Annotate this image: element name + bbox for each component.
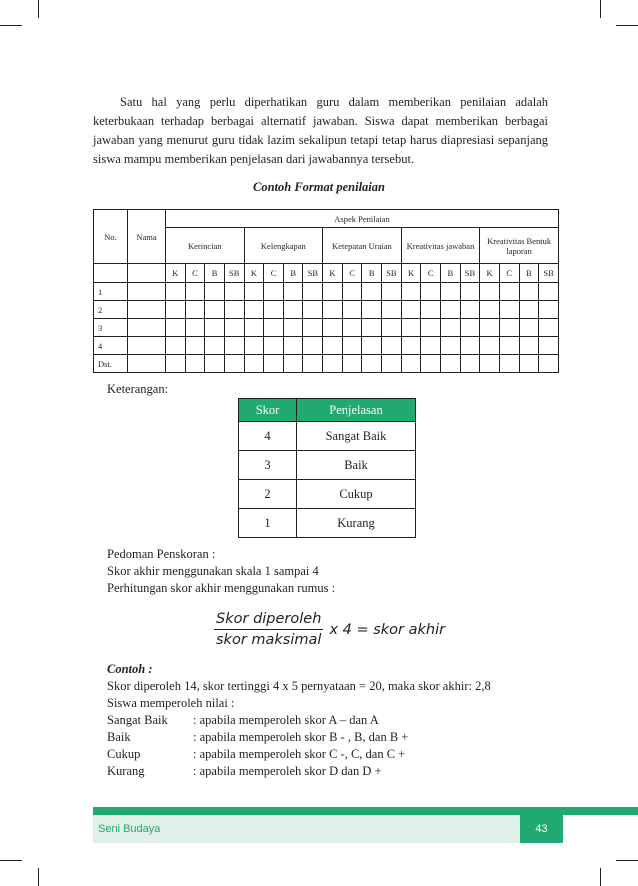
subhead-cell: B (205, 264, 225, 283)
pedoman-block (107, 546, 335, 597)
subhead-cell: SB (224, 264, 244, 283)
empty-cell (244, 319, 264, 337)
empty-cell (283, 319, 303, 337)
empty-cell (519, 319, 539, 337)
empty-cell (166, 355, 186, 373)
subhead-cell: SB (303, 264, 323, 283)
contoh-block (107, 661, 491, 780)
subhead-cell: K (401, 264, 421, 283)
empty-cell (264, 283, 284, 301)
subhead-cell: B (519, 264, 539, 283)
empty-cell (460, 283, 480, 301)
group-kreativitas-laporan: Kreativitas Bentuk laporan (480, 228, 559, 264)
subhead-cell: SB (382, 264, 402, 283)
empty-cell (128, 301, 166, 319)
empty-cell (480, 319, 500, 337)
row-number: 2 (94, 301, 128, 319)
empty-cell (421, 337, 441, 355)
empty-cell (401, 319, 421, 337)
empty-cell (440, 337, 460, 355)
empty-cell (166, 283, 186, 301)
empty-cell (166, 337, 186, 355)
empty-cell (205, 283, 225, 301)
subhead-cell: B (362, 264, 382, 283)
empty-cell (539, 283, 559, 301)
empty-cell (499, 337, 519, 355)
empty-cell (440, 319, 460, 337)
empty-cell (401, 301, 421, 319)
footer-band (93, 815, 563, 843)
subhead-cell: C (421, 264, 441, 283)
empty-cell (342, 337, 362, 355)
empty-cell (382, 283, 402, 301)
subhead-blank (128, 264, 166, 283)
empty-cell (303, 355, 323, 373)
nilai-label: Kurang (107, 764, 145, 778)
crop-mark (0, 860, 22, 861)
subhead-cell: C (264, 264, 284, 283)
subhead-cell: SB (460, 264, 480, 283)
empty-cell (440, 301, 460, 319)
group-kerincian: Kerincian (166, 228, 245, 264)
row-number: Dst. (94, 355, 128, 373)
score-explanation: Baik (297, 451, 416, 480)
empty-cell (128, 355, 166, 373)
footer-accent-line (93, 807, 638, 815)
score-formula (214, 611, 445, 648)
crop-mark (600, 868, 601, 886)
contoh-line: Siswa memperoleh nilai : (107, 696, 235, 710)
intro-paragraph: Satu hal yang perlu diperhatikan guru dalam memberikan penilaian adalah keterbukaan terhadap berbagai alternatif jawaban. Siswa dapat memberikan berbagai jawaban yang menurut guru tidak lazim sekalipun tetapi tetap harus diapresiasi sepanjang siswa mampu memberikan penjelasan dari jawabannya tersebut. (93, 95, 548, 166)
empty-cell (519, 337, 539, 355)
table-row (94, 301, 559, 319)
empty-cell (224, 301, 244, 319)
score-value: 2 (239, 480, 297, 509)
header-aspek: Aspek Penilaian (166, 210, 559, 228)
empty-cell (519, 283, 539, 301)
empty-cell (342, 355, 362, 373)
score-table (238, 398, 416, 538)
score-value: 1 (239, 509, 297, 538)
empty-cell (480, 337, 500, 355)
empty-cell (323, 355, 343, 373)
empty-cell (205, 355, 225, 373)
table-row (94, 337, 559, 355)
empty-cell (264, 301, 284, 319)
subhead-cell: B (440, 264, 460, 283)
empty-cell (382, 319, 402, 337)
score-row (239, 509, 416, 538)
nilai-desc: : apabila memperoleh skor C -, C, dan C + (193, 747, 406, 761)
empty-cell (303, 337, 323, 355)
empty-cell (283, 301, 303, 319)
empty-cell (460, 355, 480, 373)
pedoman-line: Pedoman Penskoran : (107, 547, 216, 561)
empty-cell (382, 337, 402, 355)
empty-cell (128, 337, 166, 355)
empty-cell (519, 355, 539, 373)
score-explanation: Kurang (297, 509, 416, 538)
empty-cell (401, 355, 421, 373)
empty-cell (224, 319, 244, 337)
assessment-format-table (93, 209, 559, 373)
empty-cell (224, 283, 244, 301)
empty-cell (499, 283, 519, 301)
empty-cell (342, 319, 362, 337)
row-number: 4 (94, 337, 128, 355)
empty-cell (401, 337, 421, 355)
empty-cell (499, 355, 519, 373)
empty-cell (421, 301, 441, 319)
empty-cell (244, 355, 264, 373)
crop-mark (38, 0, 39, 18)
empty-cell (440, 355, 460, 373)
header-nama: Nama (128, 210, 166, 264)
subhead-cell: C (499, 264, 519, 283)
empty-cell (283, 337, 303, 355)
subhead-cell: C (342, 264, 362, 283)
empty-cell (264, 355, 284, 373)
formula-numerator: Skor diperoleh (214, 611, 323, 630)
empty-cell (166, 319, 186, 337)
empty-cell (342, 283, 362, 301)
empty-cell (323, 319, 343, 337)
empty-cell (342, 301, 362, 319)
empty-cell (224, 337, 244, 355)
crop-mark (38, 868, 39, 886)
empty-cell (185, 355, 205, 373)
contoh-title: Contoh : (107, 662, 153, 676)
subhead-cell: K (323, 264, 343, 283)
empty-cell (362, 355, 382, 373)
pedoman-line: Perhitungan skor akhir menggunakan rumus : (107, 581, 336, 595)
page-number: 43 (520, 815, 563, 843)
score-explanation: Cukup (297, 480, 416, 509)
contoh-line: Skor diperoleh 14, skor tertinggi 4 x 5 pernyataan = 20, maka skor akhir: 2,8 (107, 679, 491, 693)
empty-cell (244, 301, 264, 319)
row-number: 1 (94, 283, 128, 301)
formula-denominator: skor maksimal (216, 632, 322, 648)
score-row (239, 480, 416, 509)
table-row (94, 355, 559, 373)
nilai-row (107, 712, 491, 729)
empty-cell (283, 283, 303, 301)
empty-cell (205, 319, 225, 337)
subhead-cell: SB (539, 264, 559, 283)
empty-cell (224, 355, 244, 373)
empty-cell (362, 337, 382, 355)
header-no: No. (94, 210, 128, 264)
empty-cell (460, 337, 480, 355)
empty-cell (205, 337, 225, 355)
empty-cell (421, 283, 441, 301)
footer-book-title: Seni Budaya (98, 823, 161, 835)
explanation-header: Penjelasan (297, 399, 416, 422)
score-header: Skor (239, 399, 297, 422)
empty-cell (401, 283, 421, 301)
empty-cell (460, 301, 480, 319)
empty-cell (539, 319, 559, 337)
empty-cell (382, 355, 402, 373)
empty-cell (480, 283, 500, 301)
nilai-desc: : apabila memperoleh skor B - , B, dan B + (193, 730, 409, 744)
empty-cell (539, 355, 559, 373)
formula-rest: x 4 = skor akhir (329, 621, 446, 638)
empty-cell (166, 301, 186, 319)
score-value: 4 (239, 422, 297, 451)
nilai-row (107, 763, 491, 780)
empty-cell (128, 283, 166, 301)
empty-cell (460, 319, 480, 337)
empty-cell (362, 283, 382, 301)
crop-mark (616, 860, 638, 861)
empty-cell (264, 337, 284, 355)
nilai-row (107, 729, 491, 746)
empty-cell (303, 283, 323, 301)
keterangan-label: Keterangan: (107, 382, 169, 396)
empty-cell (519, 301, 539, 319)
empty-cell (303, 319, 323, 337)
pedoman-line: Skor akhir menggunakan skala 1 sampai 4 (107, 564, 319, 578)
empty-cell (185, 301, 205, 319)
empty-cell (499, 319, 519, 337)
score-value: 3 (239, 451, 297, 480)
subhead-cell: K (244, 264, 264, 283)
empty-cell (323, 337, 343, 355)
empty-cell (421, 319, 441, 337)
empty-cell (539, 301, 559, 319)
empty-cell (244, 283, 264, 301)
group-ketepatan: Ketepatan Uraian (323, 228, 402, 264)
subhead-cell: C (185, 264, 205, 283)
empty-cell (480, 301, 500, 319)
group-kelengkapan: Kelengkapan (244, 228, 323, 264)
empty-cell (382, 301, 402, 319)
nilai-label: Sangat Baik (107, 713, 168, 727)
subhead-cell: K (166, 264, 186, 283)
empty-cell (303, 301, 323, 319)
crop-mark (616, 25, 638, 26)
subhead-cell: B (283, 264, 303, 283)
empty-cell (421, 355, 441, 373)
empty-cell (362, 319, 382, 337)
empty-cell (205, 301, 225, 319)
empty-cell (128, 319, 166, 337)
nilai-label: Baik (107, 730, 131, 744)
subhead-blank (94, 264, 128, 283)
score-row (239, 451, 416, 480)
empty-cell (362, 301, 382, 319)
table-row (94, 319, 559, 337)
score-explanation: Sangat Baik (297, 422, 416, 451)
row-number: 3 (94, 319, 128, 337)
nilai-desc: : apabila memperoleh skor A – dan A (193, 713, 379, 727)
crop-mark (600, 0, 601, 18)
empty-cell (244, 337, 264, 355)
empty-cell (185, 283, 205, 301)
group-kreativitas-jawaban: Kreativitas jawaban (401, 228, 480, 264)
empty-cell (499, 301, 519, 319)
score-row (239, 422, 416, 451)
empty-cell (283, 355, 303, 373)
nilai-desc: : apabila memperoleh skor D dan D + (193, 764, 382, 778)
nilai-label: Cukup (107, 747, 141, 761)
empty-cell (323, 301, 343, 319)
empty-cell (264, 319, 284, 337)
formula-fraction (214, 611, 323, 648)
subhead-cell: K (480, 264, 500, 283)
empty-cell (185, 337, 205, 355)
empty-cell (539, 337, 559, 355)
empty-cell (323, 283, 343, 301)
empty-cell (440, 283, 460, 301)
nilai-row (107, 746, 491, 763)
empty-cell (480, 355, 500, 373)
crop-mark (0, 25, 22, 26)
table-row (94, 283, 559, 301)
table-caption: Contoh Format penilaian (253, 180, 385, 194)
empty-cell (185, 319, 205, 337)
